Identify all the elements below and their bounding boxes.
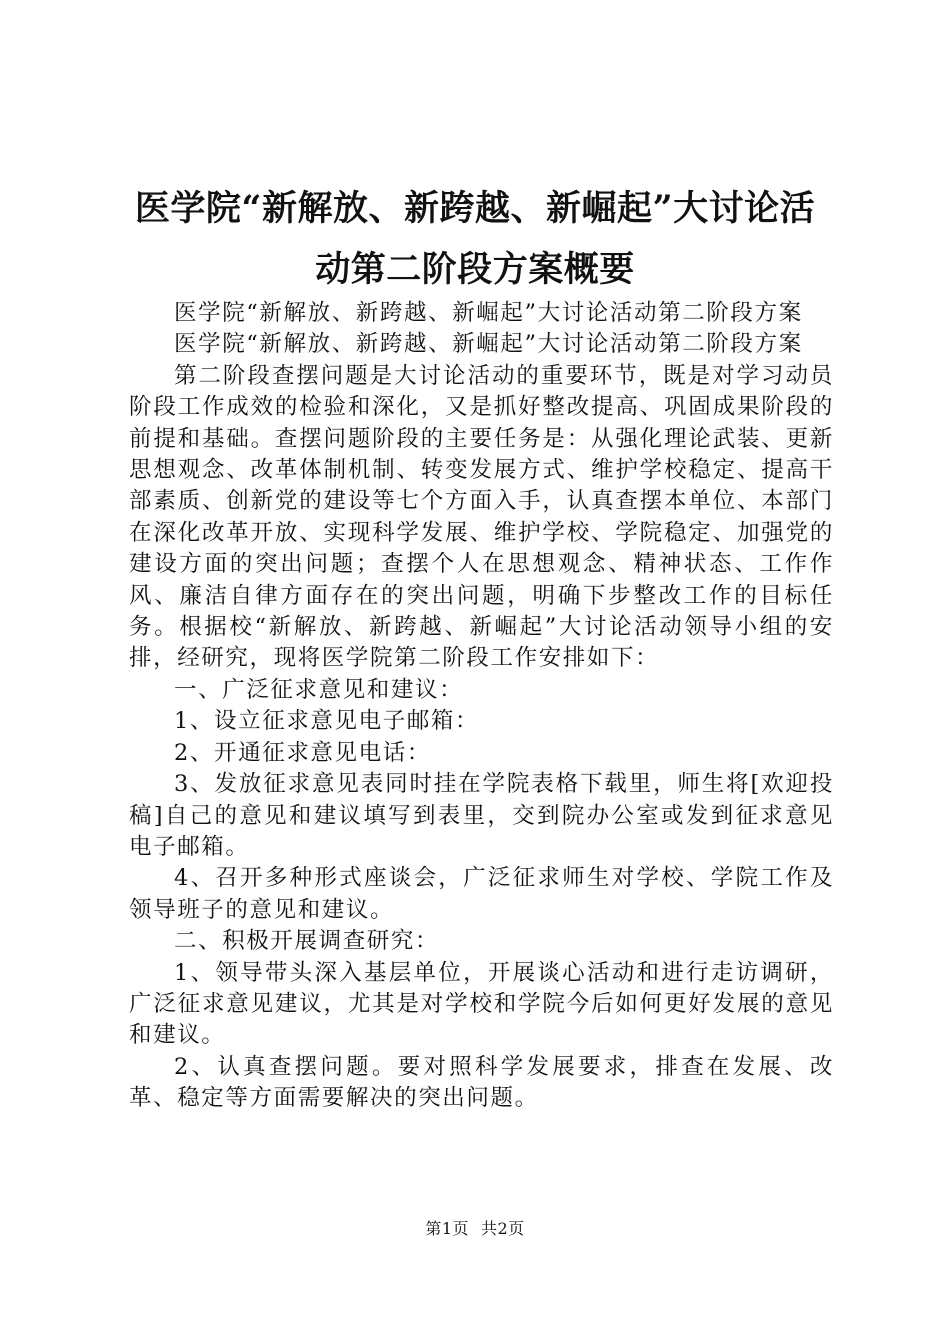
- list-item: 3、发放征求意见表同时挂在学院表格下载里，师生将[欢迎投稿]自己的意见和建议填写到表里，交到院办公室或发到征求意见电子邮箱。: [129, 771, 834, 860]
- list-item: 4、召开多种形式座谈会，广泛征求师生对学校、学院工作及领导班子的意见和建议。: [129, 865, 834, 923]
- paragraph: 第二阶段查摆问题是大讨论活动的重要环节，既是对学习动员阶段工作成效的检验和深化，又是抓好整改提高、巩固成果阶段的前提和基础。查摆问题阶段的主要任务是：从强化理论武装、更新思想观念、改革体制机制、转变发展方式、维护学校稳定、提高干部素质、创新党的建设等七个方面入手，认真查摆本单位、本部门在深化改革开放、实现科学发展、维护学校、学院稳定、加强党的建设方面的突出问题；查摆个人在思想观念、精神状态、工作作风、廉洁自律方面存在的突出问题，明确下步整改工作的目标任务。根据校“新解放、新跨越、新崛起”大讨论活动领导小组的安排，经研究，现将医学院第二阶段工作安排如下：: [129, 362, 834, 672]
- paragraph: 医学院“新解放、新跨越、新崛起”大讨论活动第二阶段方案: [174, 300, 803, 326]
- page-number: 第1页: [425, 1219, 469, 1238]
- list-item: 1、设立征求意见电子邮箱：: [174, 708, 480, 735]
- paragraph: 医学院“新解放、新跨越、新崛起”大讨论活动第二阶段方案: [174, 331, 803, 358]
- document-body: [129, 298, 834, 1115]
- list-item: 2、认真查摆问题。要对照科学发展要求，排查在发展、改革、稳定等方面需要解决的突出问题。: [129, 1053, 834, 1112]
- document-title: [110, 178, 840, 300]
- section-heading: 一、广泛征求意见和建议：: [174, 676, 464, 703]
- page-total: 共2页: [481, 1219, 525, 1238]
- page-footer: [0, 1216, 950, 1239]
- title-line-2: 动第二阶段方案概要: [315, 249, 635, 290]
- title-line-1: 医学院“新解放、新跨越、新崛起”大讨论活: [134, 188, 816, 229]
- list-item: 1、领导带头深入基层单位，开展谈心活动和进行走访调研，广泛征求意见建议，尤其是对学校和学院今后如何更好发展的意见和建议。: [129, 959, 834, 1049]
- list-item: 2、开通征求意见电话：: [174, 739, 431, 766]
- section-heading: 二、积极开展调查研究：: [174, 928, 440, 955]
